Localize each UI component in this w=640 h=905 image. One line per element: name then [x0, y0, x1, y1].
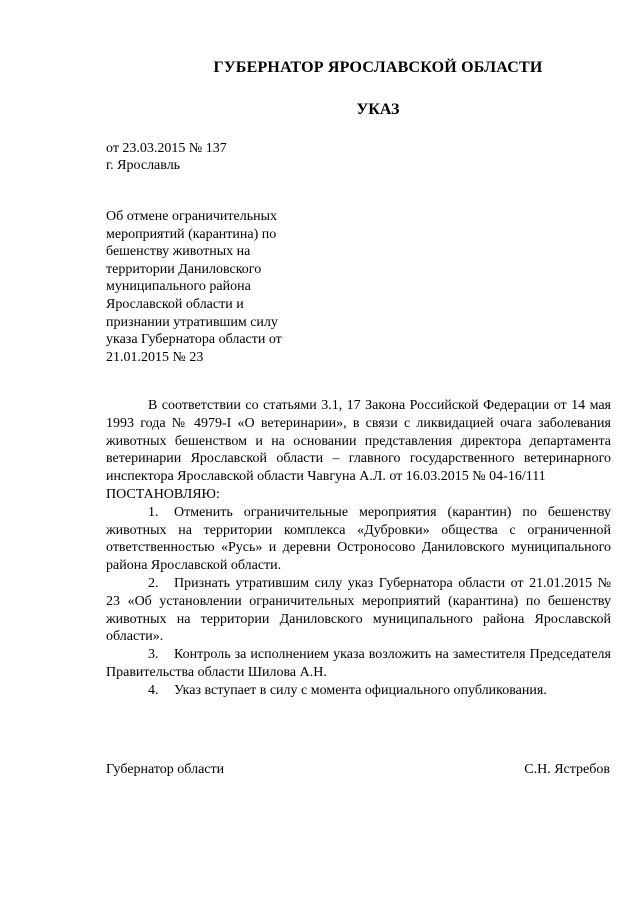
item-number: 2.	[148, 575, 159, 591]
document-body	[106, 397, 611, 700]
item-text: Контроль за исполнением указа возложить на заместителя Председателя Правительства области Шилова А.Н.	[106, 647, 611, 680]
list-item	[106, 504, 611, 575]
city: г. Ярославль	[106, 158, 181, 173]
list-item	[106, 575, 611, 646]
document-type: УКАЗ	[356, 101, 400, 118]
signatory-position: Губернатор области	[106, 762, 225, 777]
item-text: Признать утратившим силу указ Губернатора области от 21.01.2015 № 23 «Об установлении ограничительных мероприятий (карантина) по бешенству животных на территории Даниловского муниципального района Ярославской области».	[106, 575, 611, 645]
document-subject: Об отмене ограничительных мероприятий (карантина) по бешенству животных на территории Даниловского муниципального района Ярославской области и признании утратившим силу указа Губернатора области от 21.01.2015 № 23	[106, 209, 282, 365]
item-number: 4.	[148, 682, 159, 698]
item-number: 3.	[148, 647, 159, 663]
item-text: Отменить ограничительные мероприятия (карантин) по бешенству животных на территории комплекса «Дубровки» общества с ограниченной ответственностью «Русь» и деревни Остроносово Даниловского муниципального района Ярославской области.	[106, 504, 611, 574]
date-number: от 23.03.2015 № 137	[106, 141, 227, 156]
item-text: Указ вступает в силу с момента официального опубликования.	[174, 682, 547, 698]
item-number: 1.	[148, 504, 159, 520]
document-meta	[106, 140, 227, 174]
signatory-name: С.Н. Ястребов	[524, 762, 610, 777]
list-item	[106, 646, 611, 682]
list-item	[106, 682, 611, 700]
preamble: В соответствии со статьями 3.1, 17 Закона Российской Федерации от 14 мая 1993 года № 4979-I «О ветеринарии», в связи с ликвидацией очага заболевания животных бешенством и на основании представления директора департамента ветеринарии Ярославской области – главного государственного ветеринарного инспектора Ярославской области Чавгуна А.Л. от 16.03.2015 № 04-16/111	[106, 398, 611, 485]
decree-word: ПОСТАНОВЛЯЮ:	[106, 486, 220, 502]
issuer-title: ГУБЕРНАТОР ЯРОСЛАВСКОЙ ОБЛАСТИ	[213, 59, 543, 76]
